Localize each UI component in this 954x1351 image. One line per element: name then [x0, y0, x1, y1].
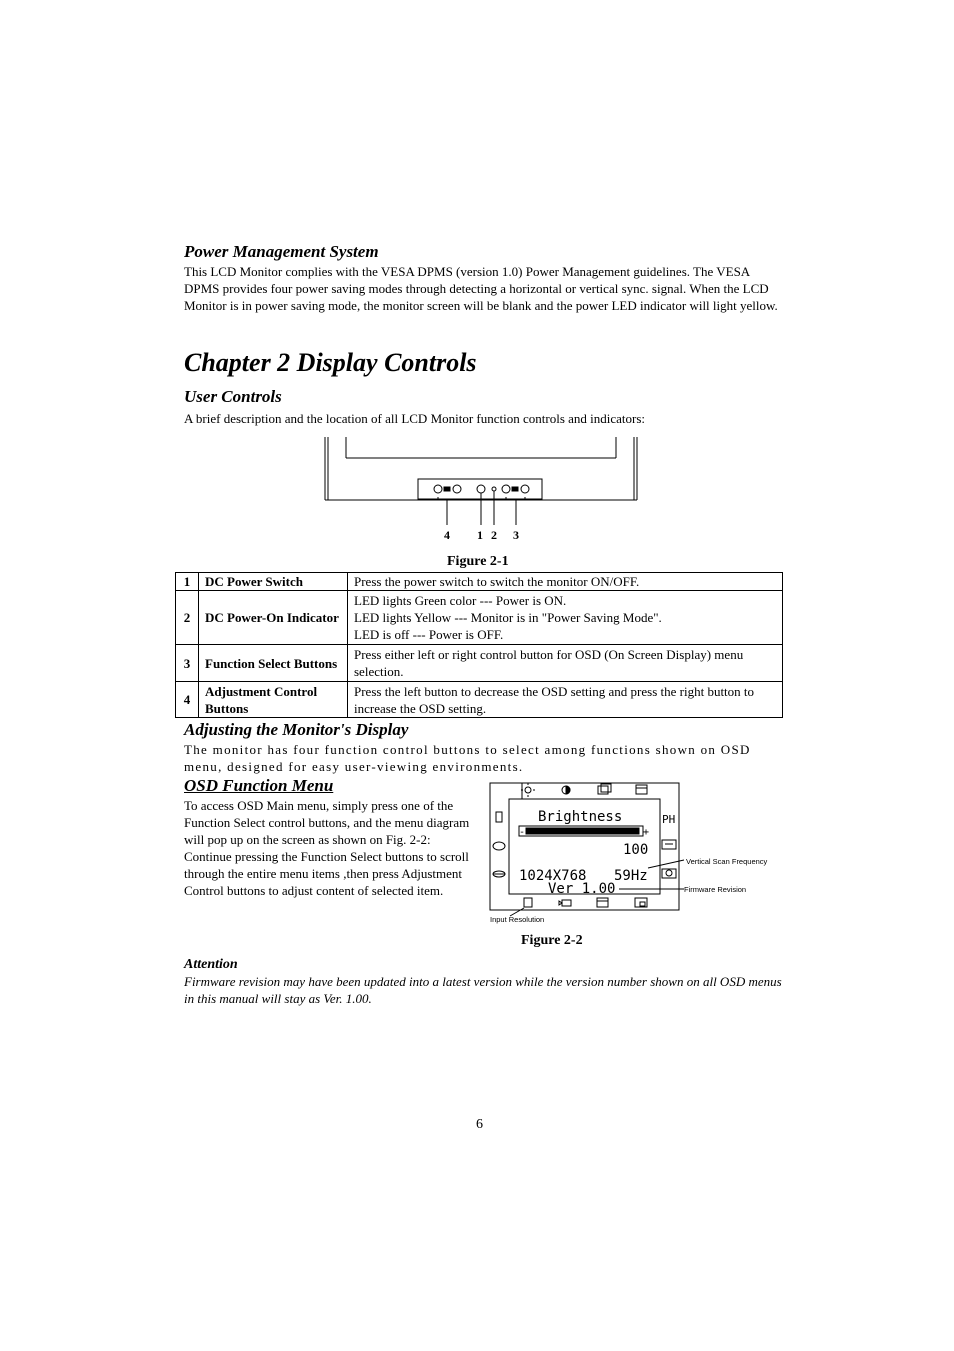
control-name: Adjustment Control Buttons: [199, 682, 348, 718]
user-controls-description: A brief description and the location of all LCD Monitor function controls and indicators:: [184, 411, 646, 426]
osd-menu-figure: [488, 780, 788, 926]
control-description: LED lights Green color --- Power is ON. LED lights Yellow --- Monitor is in "Power Saving Mode". LED is off --- Power is OFF.: [348, 591, 783, 645]
figure-2-2-caption: Figure 2-2: [521, 933, 583, 948]
chapter-title: Chapter 2 Display Controls: [184, 348, 477, 377]
osd-paragraph-2: Continue pressing the Function Select buttons to scroll through the entire menu items ,then press Adjustment Control buttons to adjust content of selected item.: [184, 849, 469, 898]
callout-3: 3: [513, 528, 519, 542]
display-icon: [636, 785, 647, 794]
osd-resolution: 1024X768: [519, 868, 587, 884]
figure-2-1-caption: Figure 2-1: [447, 554, 509, 569]
callout-2: 2: [491, 528, 497, 542]
row-number: 1: [176, 573, 199, 591]
control-name: DC Power Switch: [199, 573, 348, 591]
callout-vertical-scan-frequency: Vertical Scan Frequency: [686, 857, 768, 866]
user-controls-heading: User Controls: [184, 387, 282, 406]
osd-side-label: PH: [662, 813, 676, 826]
table-row: [176, 573, 783, 591]
osd-function-menu-text: [184, 797, 486, 899]
osd-frequency: 59Hz: [614, 868, 648, 884]
adjusting-display-heading: Adjusting the Monitor's Display: [184, 720, 409, 739]
callout-input-resolution: Input Resolution: [490, 915, 545, 924]
attention-heading: Attention: [184, 957, 238, 972]
attention-text: Firmware revision may have been updated into a latest version while the version number shown on all OSD menus in this manual will stay as Ver. 1.00.: [184, 974, 782, 1006]
slider-plus-label: +: [643, 827, 650, 838]
camera-icon: [559, 900, 571, 906]
contrast-icon: [562, 786, 570, 794]
callout-4: 4: [444, 528, 450, 542]
osd-function-menu-heading: OSD Function Menu: [184, 776, 334, 795]
door-icon: [496, 812, 502, 822]
arrows-icon: [662, 840, 676, 849]
osd-value: 100: [623, 842, 649, 858]
osd-menu-title: Brightness: [538, 809, 623, 825]
callout-1: 1: [477, 528, 483, 542]
palette-icon: [493, 842, 505, 850]
monitor-front-panel-figure: [320, 432, 640, 542]
controls-table: [175, 572, 783, 718]
target-icon: [662, 869, 676, 878]
control-name: DC Power-On Indicator: [199, 591, 348, 645]
lips-icon: [493, 871, 505, 877]
table-row: [176, 591, 783, 645]
position-icon: [598, 784, 611, 794]
screen-icon: [597, 898, 608, 907]
page-number: 6: [476, 1117, 483, 1132]
control-description: Press either left or right control button for OSD (On Screen Display) menu selection.: [348, 645, 783, 682]
osd-version: Ver 1.00: [548, 881, 616, 897]
slider-minus-label: -: [519, 827, 526, 838]
table-row: [176, 682, 783, 718]
callout-firmware-revision: Firmware Revision: [684, 885, 747, 894]
control-description: Press the power switch to switch the monitor ON/OFF.: [348, 573, 783, 591]
table-row: [176, 645, 783, 682]
adjusting-display-paragraph: The monitor has four function control buttons to select among functions shown on OSD menu, designed for easy user-viewing environments.: [184, 742, 751, 774]
row-number: 2: [176, 591, 199, 645]
window-icon: [635, 898, 647, 907]
power-management-paragraph: This LCD Monitor complies with the VESA DPMS (version 1.0) Power Management guidelines. The VESA DPMS provides four power saving modes through detecting a horizontal or vertical sync. signal. When the LCD Monitor is in power saving mode, the monitor screen will be blank and the power LED indicator will light yellow.: [184, 264, 778, 313]
control-description: Press the left button to decrease the OSD setting and press the right button to increase the OSD setting.: [348, 682, 783, 718]
exit-icon: [524, 898, 532, 907]
osd-paragraph-1: To access OSD Main menu, simply press one of the Function Select control buttons, and the menu diagram will pop up on the screen as shown on Fig. 2-2:: [184, 798, 470, 847]
power-management-heading: Power Management System: [184, 242, 379, 261]
row-number: 4: [176, 682, 199, 718]
control-name: Function Select Buttons: [199, 645, 348, 682]
row-number: 3: [176, 645, 199, 682]
brightness-icon: [521, 783, 535, 797]
